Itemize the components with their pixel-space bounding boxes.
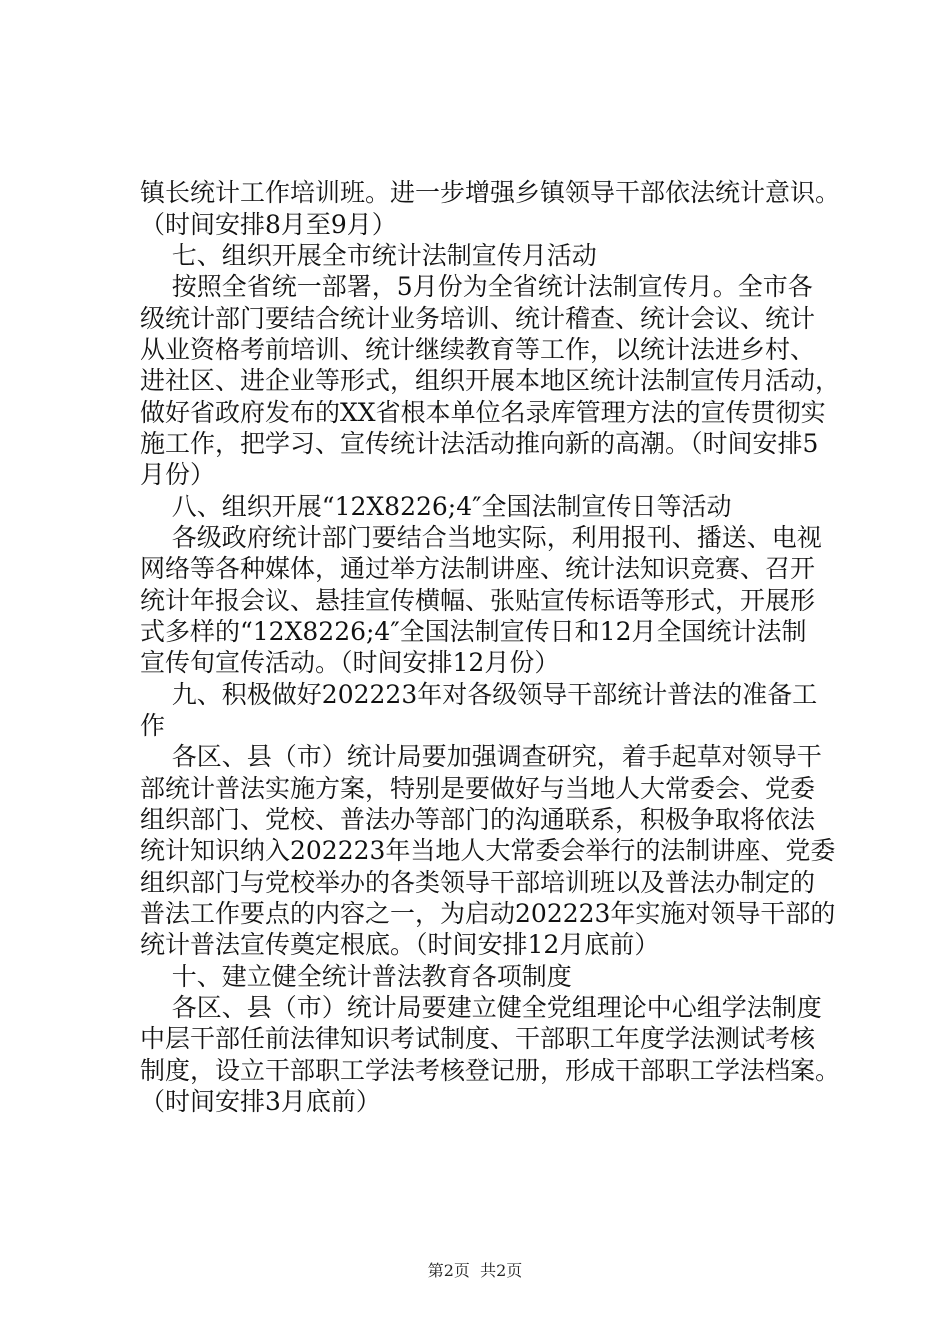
- text-line: （时间安排3月底前）: [140, 1087, 381, 1116]
- text-line: 组织部门与党校举办的各类领导干部培训班以及普法办制定的: [140, 868, 816, 897]
- text-line: （时间安排8月至9月）: [140, 210, 397, 239]
- text-line: 各区、县（市）统计局要建立健全党组理论中心组学法制度: [140, 993, 822, 1022]
- section-heading-7: 七、组织开展全市统计法制宣传月活动: [140, 241, 597, 270]
- text-line: 普法工作要点的内容之一，为启动202223年实施对领导干部的: [140, 899, 836, 928]
- text-line: 式多样的“12X8226;4″全国法制宣传日和12月全国统计法制: [140, 617, 807, 646]
- text-line: 中层干部任前法律知识考试制度、干部职工年度学法测试考核: [140, 1024, 816, 1053]
- text-line: 做好省政府发布的XX省根本单位名录库管理方法的宣传贯彻实: [140, 398, 826, 427]
- text-line: 从业资格考前培训、统计继续教育等工作，以统计法进乡村、: [140, 335, 816, 364]
- text-line: 组织部门、党校、普法办等部门的沟通联系，积极争取将依法: [140, 805, 816, 834]
- section-heading-8: 八、组织开展“12X8226;4″全国法制宣传日等活动: [140, 492, 732, 521]
- text-line: 作: [140, 711, 166, 740]
- text-line: 宣传旬宣传活动。（时间安排12月份）: [140, 648, 560, 677]
- text-line: 施工作，把学习、宣传统计法活动推向新的高潮。（时间安排5: [140, 429, 819, 458]
- section-heading-10: 十、建立健全统计普法教育各项制度: [140, 962, 572, 991]
- section-heading-9: 九、积极做好202223年对各级领导干部统计普法的准备工: [140, 680, 818, 709]
- text-line: 级统计部门要结合统计业务培训、统计稽查、统计会议、统计: [140, 304, 816, 333]
- text-line: 各区、县（市）统计局要加强调查研究，着手起草对领导干: [140, 742, 822, 771]
- text-line: 统计知识纳入202223年当地人大常委会举行的法制讲座、党委: [140, 836, 836, 865]
- text-line: 各级政府统计部门要结合当地实际，利用报刊、播送、电视: [140, 523, 822, 552]
- text-line: 制度，设立干部职工学法考核登记册，形成干部职工学法档案。: [140, 1056, 841, 1085]
- text-line: 镇长统计工作培训班。进一步增强乡镇领导干部依法统计意识。: [140, 178, 841, 207]
- text-line: 统计普法宣传奠定根底。（时间安排12月底前）: [140, 930, 660, 959]
- text-line: 按照全省统一部署，5月份为全省统计法制宣传月。全市各: [140, 272, 813, 301]
- text-line: 月份）: [140, 460, 216, 489]
- text-line: 部统计普法实施方案，特别是要做好与当地人大常委会、党委: [140, 774, 816, 803]
- page-footer: 第2页 共2页: [427, 1261, 523, 1280]
- text-line: 网络等各种媒体，通过举方法制讲座、统计法知识竞赛、召开: [140, 554, 816, 583]
- text-line: 统计年报会议、悬挂宣传横幅、张贴宣传标语等形式，开展形: [140, 586, 816, 615]
- text-line: 进社区、进企业等形式，组织开展本地区统计法制宣传月活动，: [140, 366, 841, 395]
